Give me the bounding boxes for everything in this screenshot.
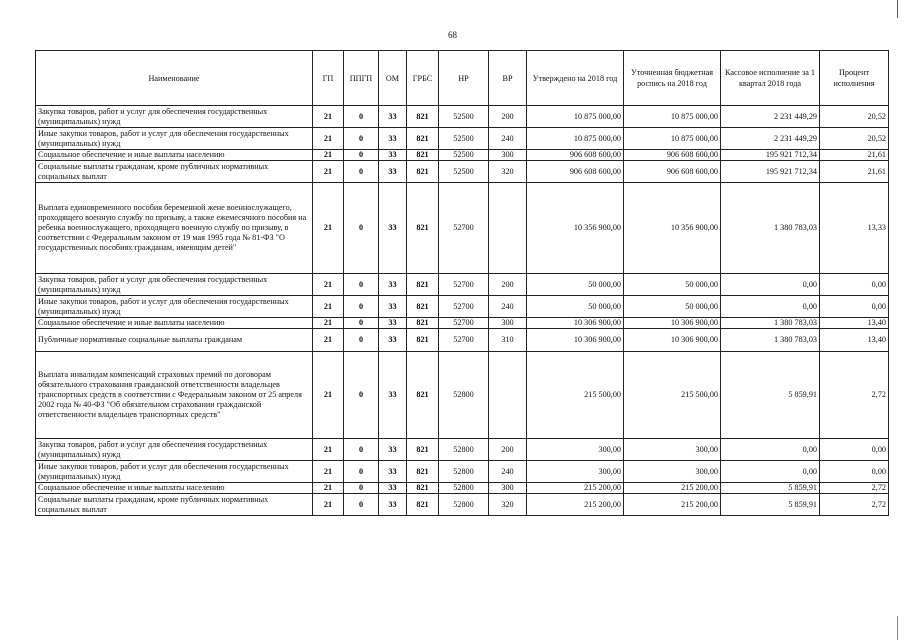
cell-gp: 21	[313, 296, 344, 318]
cell-percent: 0,00	[820, 296, 889, 318]
cell-gp: 21	[313, 461, 344, 483]
cell-approved: 906 608 600,00	[527, 161, 624, 183]
cell-cash: 5 859,91	[721, 483, 820, 494]
cell-cash: 1 380 783,03	[721, 318, 820, 329]
cell-refined: 10 875 000,00	[624, 128, 721, 150]
cell-approved: 215 200,00	[527, 483, 624, 494]
table-header-row	[36, 51, 889, 106]
table-row	[36, 318, 889, 329]
table-row	[36, 106, 889, 128]
cell-grbs: 821	[407, 329, 439, 352]
cell-refined: 215 200,00	[624, 483, 721, 494]
table-row	[36, 483, 889, 494]
cell-cash: 195 921 712,34	[721, 161, 820, 183]
cell-name: Социальные выплаты гражданам, кроме публичных нормативных социальных выплат	[36, 494, 313, 516]
cell-percent: 20,52	[820, 106, 889, 128]
cell-cash: 1 380 783,03	[721, 329, 820, 352]
cell-om: 33	[379, 296, 407, 318]
cell-ppgp: 0	[344, 494, 379, 516]
cell-cash: 1 380 783,03	[721, 183, 820, 274]
table-row	[36, 296, 889, 318]
table-row	[36, 352, 889, 439]
cell-approved: 906 608 600,00	[527, 150, 624, 161]
cell-vr: 320	[489, 494, 527, 516]
cell-nr: 52800	[439, 439, 489, 461]
cell-vr: 300	[489, 483, 527, 494]
cell-nr: 52700	[439, 329, 489, 352]
cell-vr: 300	[489, 150, 527, 161]
cell-grbs: 821	[407, 483, 439, 494]
cell-om: 33	[379, 461, 407, 483]
cell-gp: 21	[313, 318, 344, 329]
cell-approved: 10 306 900,00	[527, 318, 624, 329]
cell-vr: 200	[489, 106, 527, 128]
table-row	[36, 494, 889, 516]
scan-edge-mark	[897, 0, 898, 18]
header-grbs: ГРБС	[407, 51, 439, 106]
cell-ppgp: 0	[344, 296, 379, 318]
cell-percent: 13,40	[820, 318, 889, 329]
cell-percent: 0,00	[820, 439, 889, 461]
cell-ppgp: 0	[344, 274, 379, 296]
cell-gp: 21	[313, 329, 344, 352]
cell-percent: 2,72	[820, 483, 889, 494]
cell-nr: 52500	[439, 106, 489, 128]
cell-cash: 0,00	[721, 461, 820, 483]
cell-grbs: 821	[407, 150, 439, 161]
cell-name: Социальное обеспечение и иные выплаты населению	[36, 150, 313, 161]
table-row	[36, 461, 889, 483]
cell-grbs: 821	[407, 318, 439, 329]
cell-refined: 300,00	[624, 439, 721, 461]
cell-ppgp: 0	[344, 461, 379, 483]
cell-ppgp: 0	[344, 352, 379, 439]
header-refined: Уточненная бюджетная роспись на 2018 год	[624, 51, 721, 106]
cell-ppgp: 0	[344, 161, 379, 183]
cell-om: 33	[379, 183, 407, 274]
header-cash: Кассовое исполнение за 1 квартал 2018 года	[721, 51, 820, 106]
cell-grbs: 821	[407, 274, 439, 296]
cell-om: 33	[379, 150, 407, 161]
cell-approved: 300,00	[527, 461, 624, 483]
cell-grbs: 821	[407, 183, 439, 274]
table-row	[36, 439, 889, 461]
cell-vr: 240	[489, 128, 527, 150]
cell-ppgp: 0	[344, 106, 379, 128]
cell-percent: 13,40	[820, 329, 889, 352]
cell-approved: 50 000,00	[527, 296, 624, 318]
cell-cash: 0,00	[721, 439, 820, 461]
table-row	[36, 161, 889, 183]
cell-percent: 21,61	[820, 161, 889, 183]
cell-cash: 0,00	[721, 296, 820, 318]
cell-ppgp: 0	[344, 329, 379, 352]
cell-name: Закупка товаров, работ и услуг для обеспечения государственных (муниципальных) нужд	[36, 439, 313, 461]
cell-grbs: 821	[407, 106, 439, 128]
cell-refined: 10 875 000,00	[624, 106, 721, 128]
cell-ppgp: 0	[344, 128, 379, 150]
table-row	[36, 150, 889, 161]
cell-name: Закупка товаров, работ и услуг для обеспечения государственных (муниципальных) нужд	[36, 106, 313, 128]
budget-execution-table	[35, 50, 889, 516]
header-approved: Утверждено на 2018 год	[527, 51, 624, 106]
cell-om: 33	[379, 318, 407, 329]
header-nr: НР	[439, 51, 489, 106]
cell-om: 33	[379, 106, 407, 128]
table-row	[36, 329, 889, 352]
cell-refined: 906 608 600,00	[624, 150, 721, 161]
cell-vr: 200	[489, 439, 527, 461]
cell-cash: 2 231 449,29	[721, 128, 820, 150]
cell-name: Социальное обеспечение и иные выплаты населению	[36, 318, 313, 329]
cell-gp: 21	[313, 352, 344, 439]
cell-name: Закупка товаров, работ и услуг для обеспечения государственных (муниципальных) нужд	[36, 274, 313, 296]
cell-refined: 215 200,00	[624, 494, 721, 516]
cell-om: 33	[379, 274, 407, 296]
cell-cash: 5 859,91	[721, 494, 820, 516]
cell-gp: 21	[313, 183, 344, 274]
cell-percent: 21,61	[820, 150, 889, 161]
header-vr: ВР	[489, 51, 527, 106]
cell-gp: 21	[313, 494, 344, 516]
cell-name: Иные закупки товаров, работ и услуг для обеспечения государственных (муниципальных) нужд	[36, 461, 313, 483]
cell-approved: 215 500,00	[527, 352, 624, 439]
cell-cash: 0,00	[721, 274, 820, 296]
cell-name: Выплата единовременного пособия беременной жене военнослужащего, проходящего военную службу по призыву, а также ежемесячного пособия на ребенка военнослужащего, проходящего военную службу по призыву, в соответствии с Федеральным законом от 19 мая 1995 года № 81-ФЗ "О государственных пособиях гражданам, имеющим детей"	[36, 183, 313, 274]
cell-approved: 10 306 900,00	[527, 329, 624, 352]
cell-grbs: 821	[407, 296, 439, 318]
cell-percent: 0,00	[820, 274, 889, 296]
cell-nr: 52800	[439, 461, 489, 483]
cell-om: 33	[379, 329, 407, 352]
cell-ppgp: 0	[344, 483, 379, 494]
cell-approved: 300,00	[527, 439, 624, 461]
cell-nr: 52500	[439, 150, 489, 161]
header-gp: ГП	[313, 51, 344, 106]
cell-vr: 200	[489, 274, 527, 296]
header-ppgp: ППГП	[344, 51, 379, 106]
cell-approved: 10 875 000,00	[527, 128, 624, 150]
cell-percent: 13,33	[820, 183, 889, 274]
cell-refined: 215 500,00	[624, 352, 721, 439]
cell-vr	[489, 183, 527, 274]
cell-nr: 52700	[439, 274, 489, 296]
cell-refined: 50 000,00	[624, 274, 721, 296]
cell-approved: 10 875 000,00	[527, 106, 624, 128]
cell-refined: 300,00	[624, 461, 721, 483]
cell-approved: 50 000,00	[527, 274, 624, 296]
cell-gp: 21	[313, 161, 344, 183]
cell-percent: 2,72	[820, 352, 889, 439]
cell-name: Иные закупки товаров, работ и услуг для обеспечения государственных (муниципальных) нужд	[36, 296, 313, 318]
cell-om: 33	[379, 352, 407, 439]
header-name: Наименование	[36, 51, 313, 106]
cell-percent: 0,00	[820, 461, 889, 483]
cell-om: 33	[379, 439, 407, 461]
cell-refined: 906 608 600,00	[624, 161, 721, 183]
cell-nr: 52700	[439, 296, 489, 318]
scan-edge-mark	[897, 616, 898, 640]
cell-ppgp: 0	[344, 318, 379, 329]
cell-vr: 240	[489, 296, 527, 318]
cell-om: 33	[379, 494, 407, 516]
cell-percent: 2,72	[820, 494, 889, 516]
cell-om: 33	[379, 161, 407, 183]
cell-refined: 10 356 900,00	[624, 183, 721, 274]
cell-refined: 50 000,00	[624, 296, 721, 318]
cell-nr: 52800	[439, 494, 489, 516]
cell-grbs: 821	[407, 161, 439, 183]
cell-grbs: 821	[407, 352, 439, 439]
cell-nr: 52800	[439, 352, 489, 439]
cell-gp: 21	[313, 439, 344, 461]
cell-name: Социальное обеспечение и иные выплаты населению	[36, 483, 313, 494]
table-row	[36, 274, 889, 296]
cell-name: Социальные выплаты гражданам, кроме публичных нормативных социальных выплат	[36, 161, 313, 183]
cell-gp: 21	[313, 483, 344, 494]
cell-gp: 21	[313, 128, 344, 150]
cell-vr: 310	[489, 329, 527, 352]
cell-percent: 20,52	[820, 128, 889, 150]
cell-grbs: 821	[407, 461, 439, 483]
table-row	[36, 128, 889, 150]
cell-gp: 21	[313, 106, 344, 128]
page-number: 68	[448, 30, 457, 40]
cell-vr	[489, 352, 527, 439]
cell-grbs: 821	[407, 128, 439, 150]
cell-grbs: 821	[407, 439, 439, 461]
cell-vr: 320	[489, 161, 527, 183]
cell-approved: 215 200,00	[527, 494, 624, 516]
cell-nr: 52700	[439, 318, 489, 329]
cell-approved: 10 356 900,00	[527, 183, 624, 274]
cell-nr: 52500	[439, 161, 489, 183]
cell-grbs: 821	[407, 494, 439, 516]
cell-cash: 5 859,91	[721, 352, 820, 439]
cell-om: 33	[379, 128, 407, 150]
cell-nr: 52500	[439, 128, 489, 150]
cell-vr: 300	[489, 318, 527, 329]
cell-gp: 21	[313, 150, 344, 161]
header-percent: Процент исполнения	[820, 51, 889, 106]
cell-cash: 2 231 449,29	[721, 106, 820, 128]
table-row	[36, 183, 889, 274]
cell-ppgp: 0	[344, 150, 379, 161]
cell-ppgp: 0	[344, 439, 379, 461]
cell-name: Иные закупки товаров, работ и услуг для обеспечения государственных (муниципальных) нужд	[36, 128, 313, 150]
cell-refined: 10 306 900,00	[624, 329, 721, 352]
cell-cash: 195 921 712,34	[721, 150, 820, 161]
cell-om: 33	[379, 483, 407, 494]
header-om: ОМ	[379, 51, 407, 106]
cell-name: Публичные нормативные социальные выплаты гражданам	[36, 329, 313, 352]
cell-nr: 52700	[439, 183, 489, 274]
cell-refined: 10 306 900,00	[624, 318, 721, 329]
cell-gp: 21	[313, 274, 344, 296]
cell-vr: 240	[489, 461, 527, 483]
cell-name: Выплата инвалидам компенсаций страховых премий по договорам обязательного страхования гражданской ответственности владельцев транспортных средств в соответствии с Федеральным законом от 25 апреля 2002 года № 40-ФЗ "Об обязательном страховании гражданской ответственности владельцев транспортных средств"	[36, 352, 313, 439]
cell-ppgp: 0	[344, 183, 379, 274]
cell-nr: 52800	[439, 483, 489, 494]
